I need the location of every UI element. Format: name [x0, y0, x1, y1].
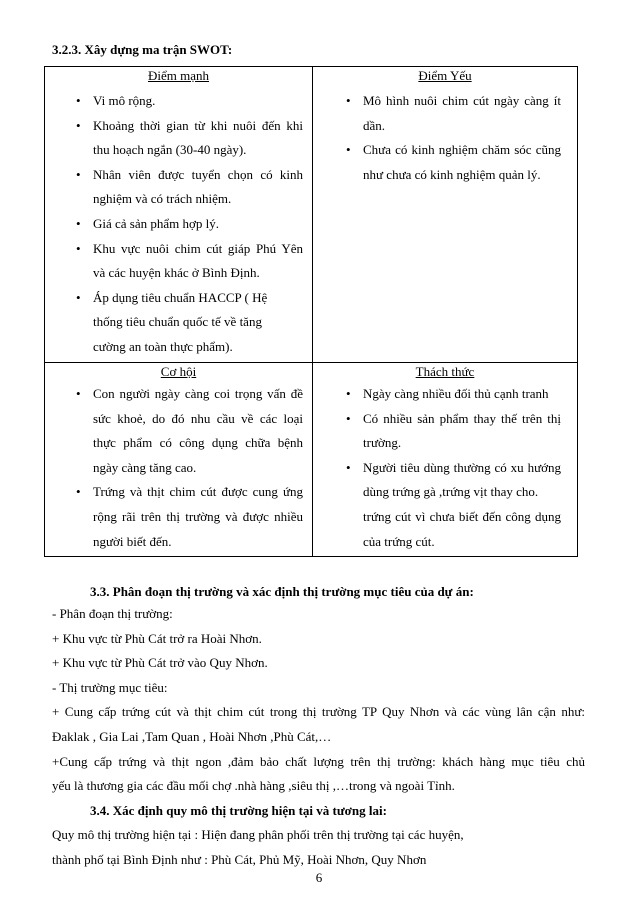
strength-item [93, 114, 303, 163]
weakness-item-line: • Mô hình nuôi chim cút ngày càng ít [363, 93, 561, 108]
strength-item-line: • Nhân viên được tuyển chọn có kinh [93, 166, 303, 182]
threats-cell [312, 362, 578, 557]
opportunity-item-line: thực phẩm có công dụng chữa bệnh [93, 435, 303, 451]
strength-item-line: • Áp dụng tiêu chuẩn HACCP ( Hệ [93, 289, 268, 305]
strength-item-line: thống tiêu chuẩn quốc tế về tăng [93, 314, 262, 330]
opportunity-item-line: ngày càng tăng cao. [93, 459, 197, 475]
opportunities-cell [44, 362, 312, 557]
threat-item [363, 382, 561, 407]
opportunity-item-line: • Trứng và thịt chim cút được cung ứng [93, 484, 303, 500]
opportunity-item-line: rộng rãi trên thị trường và được nhiều [93, 508, 303, 524]
weaknesses-title: Điểm Yếu [418, 68, 472, 83]
section-heading-3-4: 3.4. Xác định quy mô thị trường hiện tại và tương lai: [90, 802, 387, 818]
strength-item-line: • Khu vực nuôi chim cút giáp Phú Yên [93, 240, 303, 256]
threats-title: Thách thức [415, 364, 475, 379]
opportunity-item [93, 382, 303, 480]
strength-item-line: cường an toàn thực phẩm). [93, 338, 233, 354]
paragraph-line: - Phân đoạn thị trường: [52, 606, 173, 621]
threat-item-line: • Ngày càng nhiều đối thủ cạnh tranh [363, 386, 549, 401]
paragraph-line: + Khu vực từ Phù Cát trở vào Quy Nhơn. [52, 655, 268, 671]
strengths-cell [44, 66, 312, 362]
threat-item-line: dùng trứng gà ,trứng vịt thay cho. [363, 484, 539, 500]
weakness-item-line: • Chưa có kinh nghiệm chăm sóc cũng [363, 142, 561, 158]
weaknesses-cell [312, 66, 578, 362]
weakness-item [363, 138, 561, 187]
strength-item [93, 163, 303, 212]
page-number: 6 [315, 870, 323, 885]
strength-item-line: • Giá cả sản phẩm hợp lý. [93, 215, 220, 231]
threat-item [363, 456, 561, 554]
strength-item-line: • Vi mô rộng. [93, 93, 156, 108]
weakness-item [363, 89, 561, 138]
threat-item [363, 407, 561, 456]
strength-item [93, 89, 303, 114]
strength-item-line: thu hoạch ngắn (30-40 ngày). [93, 142, 247, 158]
opportunities-title: Cơ hội [160, 364, 197, 379]
paragraph-line: Đaklak , Gia Lai ,Tam Quan , Hoài Nhơn ,Phù Cát,… [52, 728, 332, 744]
paragraph-line: yếu là thương gia các đầu mối chợ .nhà hàng ,siêu thị ,…trong và ngoài Tỉnh. [52, 778, 455, 794]
threat-item-line: trường. [363, 435, 402, 451]
strength-item [93, 237, 303, 286]
weakness-item-line: như chưa có kinh nghiệm quản lý. [363, 166, 541, 182]
strength-item-line: nghiệm và có trách nhiệm. [93, 191, 232, 207]
threat-item-line: của trứng cút. [363, 533, 435, 549]
opportunity-item-line: người biết đến. [93, 533, 172, 549]
section-heading-3-2-3: 3.2.3. Xây dựng ma trận SWOT: [52, 42, 233, 57]
paragraph-line: + Cung cấp trứng cút và thịt chim cút trong thị trường TP Quy Nhơn và các vùng lân cận như: [52, 704, 585, 720]
opportunity-item-line: sức khoẻ, do đó nhu cầu về các loại [93, 410, 303, 426]
paragraph-line: thành phố tại Bình Định như : Phù Cát, Phủ Mỹ, Hoài Nhơn, Quy Nhơn [52, 851, 427, 867]
market-sections [52, 582, 585, 873]
strength-item-line: và các huyện khác ở Bình Định. [93, 265, 260, 281]
paragraph-line: - Thị trường mục tiêu: [52, 679, 168, 695]
opportunity-item-line: • Con người ngày càng coi trọng vấn đề [93, 386, 303, 401]
threat-item-line: trứng cút vì chưa biết đến công dụng [363, 508, 561, 524]
paragraph-line: + Khu vực từ Phù Cát trở ra Hoài Nhơn. [52, 630, 262, 646]
strength-item-line: • Khoảng thời gian từ khi nuôi đến khi [93, 117, 303, 133]
opportunity-item [93, 480, 303, 554]
paragraph-line: +Cung cấp trứng và thịt ngon ,đảm bảo chất lượng trên thị trường: khách hàng mục tiêu chủ [52, 753, 585, 769]
section-heading-3-3: 3.3. Phân đoạn thị trường và xác định thị trường mục tiêu của dự án: [90, 584, 474, 599]
threat-item-line: • Có nhiều sản phẩm thay thế trên thị [363, 410, 561, 426]
weakness-item-line: dần. [363, 117, 386, 133]
strength-item [93, 212, 303, 237]
paragraph-line: Quy mô thị trường hiện tại : Hiện đang phân phối trên thị trường tại các huyện, [52, 827, 464, 843]
strengths-title: Điểm mạnh [147, 68, 209, 83]
threat-item-line: • Người tiêu dùng thường có xu hướng [363, 459, 561, 475]
strength-item [93, 286, 303, 360]
